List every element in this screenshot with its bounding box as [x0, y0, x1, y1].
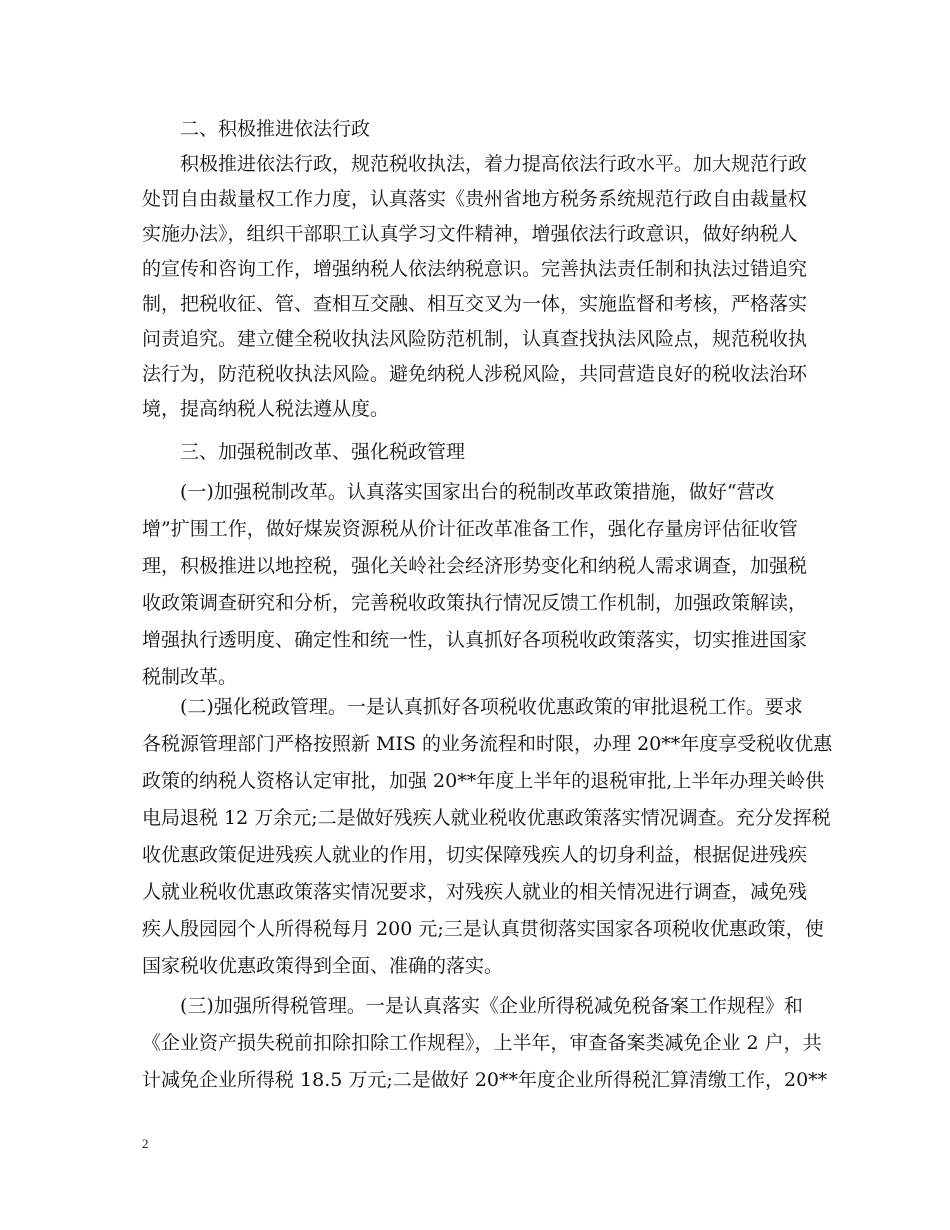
paragraph-line: 的宣传和咨询工作，增强纳税人依法纳税意识。完善执法责任制和执法过错追究: [142, 258, 808, 280]
paragraph-line: 法行为，防范税收执法风险。避免纳税人涉税风险，共同营造良好的税收法治环: [142, 363, 808, 385]
paragraph-line: 问责追究。建立健全税收执法风险防范机制，认真查找执法风险点，规范税收执: [142, 328, 808, 350]
paragraph-line: 理，积极推进以地控税，强化关岭社会经济形势变化和纳税人需求调查，加强税: [142, 555, 808, 577]
paragraph-line: 积极推进依法行政，规范税收执法，着力提高依法行政水平。加大规范行政: [180, 153, 808, 175]
paragraph-line: (三)加强所得税管理。一是认真落实《企业所得税减免税备案工作规程》和: [180, 995, 803, 1017]
paragraph-line: 增强执行透明度、确定性和统一性，认真抓好各项税收政策落实，切实推进国家: [142, 629, 808, 651]
paragraph-line: 处罚自由裁量权工作力度，认真落实《贵州省地方税务系统规范行政自由裁量权: [142, 188, 808, 210]
paragraph-line: 税制改革。: [142, 666, 238, 688]
page-number: 2: [142, 1136, 149, 1151]
paragraph-line: (二)强化税政管理。一是认真抓好各项税收优惠政策的审批退税工作。要求: [180, 696, 803, 718]
paragraph-line: 各税源管理部门严格按照新 MIS 的业务流程和时限，办理 20**年度享受税收优惠: [142, 733, 833, 755]
paragraph-line: 实施办法》，组织干部职工认真学习文件精神，增强依法行政意识，做好纳税人: [142, 223, 798, 245]
paragraph-line: 计减免企业所得税 18.5 万元;二是做好 20**年度企业所得税汇算清缴工作，20**: [142, 1069, 828, 1091]
paragraph-line: 收优惠政策促进残疾人就业的作用，切实保障残疾人的切身利益，根据促进残疾: [142, 844, 808, 866]
paragraph-line: 增”扩围工作，做好煤炭资源税从价计征改革准备工作，强化存量房评估征收管: [142, 518, 798, 540]
paragraph-line: 境，提高纳税人税法遵从度。: [142, 398, 390, 420]
paragraph-line: 制，把税收征、管、查相互交融、相互交叉为一体，实施监督和考核，严格落实: [142, 293, 808, 315]
paragraph-line: 《企业资产损失税前扣除扣除工作规程》，上半年，审查备案类减免企业 2 户，共: [142, 1032, 822, 1054]
paragraph-line: 人就业税收优惠政策落实情况要求，对残疾人就业的相关情况进行调查，减免残: [142, 881, 808, 903]
paragraph-line: 收政策调查研究和分析，完善税收政策执行情况反馈工作机制，加强政策解读，: [142, 592, 808, 614]
section-heading-3: 三、加强税制改革、强化税政管理: [180, 441, 466, 463]
paragraph-line: 疾人殷园园个人所得税每月 200 元;三是认真贯彻落实国家各项税收优惠政策，使: [142, 918, 824, 940]
paragraph-line: 电局退税 12 万余元;二是做好残疾人就业税收优惠政策落实情况调查。充分发挥税: [142, 807, 831, 829]
paragraph-line: 政策的纳税人资格认定审批，加强 20**年度上半年的退税审批,上半年办理关岭供: [142, 770, 825, 792]
paragraph-line: (一)加强税制改革。认真落实国家出台的税制改革政策措施，做好“营改: [180, 481, 775, 503]
paragraph-line: 国家税收优惠政策得到全面、准确的落实。: [142, 955, 504, 977]
section-heading-2: 二、积极推进依法行政: [180, 118, 371, 140]
